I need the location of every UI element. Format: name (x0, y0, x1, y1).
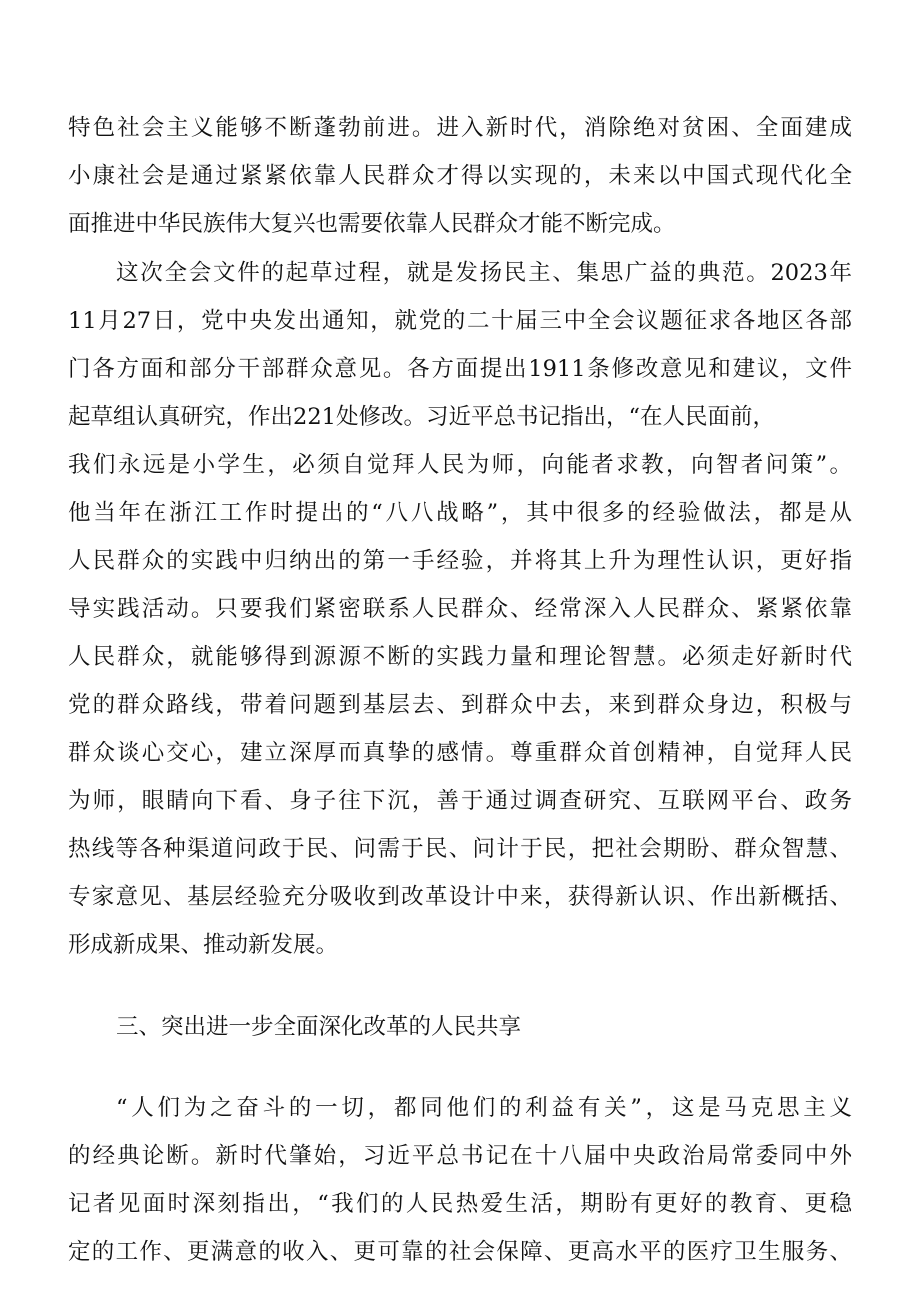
paragraph-2-line-15: 形成新成果、推动新发展。 (68, 932, 339, 958)
paragraph-3-line-2: 的经典论断。新时代肇始，习近平总书记在十八届中央政治局常委同中外 (68, 1143, 852, 1169)
paragraph-2-line-1: 这次全会文件的起草过程，就是发扬民主、集思广益的典范。2023年 (116, 260, 852, 286)
paragraph-2-line-14: 专家意见、基层经验充分吸收到改革设计中来，获得新认识、作出新概括、 (68, 884, 852, 910)
paragraph-1-line-3: 面推进中华民族伟大复兴也需要依靠人民群众才能不断完成。 (68, 211, 676, 237)
paragraph-1-line-2: 小康社会是通过紧紧依靠人民群众才得以实现的，未来以中国式现代化全 (68, 163, 852, 189)
paragraph-2-line-3: 门各方面和部分干部群众意见。各方面提出1911条修改意见和建议，文件 (68, 356, 852, 382)
paragraph-2-line-11: 群众谈心交心，建立深厚而真挚的感情。尊重群众首创精神，自觉拜人民 (68, 740, 852, 766)
paragraph-3-line-1: “人们为之奋斗的一切，都同他们的利益有关”，这是马克思主义 (116, 1095, 852, 1121)
paragraph-2-line-9: 人民群众，就能够得到源源不断的实践力量和理论智慧。必须走好新时代 (68, 644, 852, 670)
paragraph-2-line-5: 我们永远是小学生，必须自觉拜人民为师，向能者求教，向智者问策”。 (68, 452, 852, 478)
paragraph-2-line-7: 人民群众的实践中归纳出的第一手经验，并将其上升为理性认识，更好指 (68, 548, 852, 574)
paragraph-1-line-1: 特色社会主义能够不断蓬勃前进。进入新时代，消除绝对贫困、全面建成 (68, 115, 852, 141)
paragraph-2-line-4: 起草组认真研究，作出221处修改。习近平总书记指出，“在人民面前， (68, 404, 775, 430)
section-heading: 三、突出进一步全面深化改革的人民共享 (116, 1014, 522, 1040)
paragraph-2-line-8: 导实践活动。只要我们紧密联系人民群众、经常深入人民群众、紧紧依靠 (68, 596, 852, 622)
paragraph-2-line-12: 为师，眼睛向下看、身子往下沉，善于通过调查研究、互联网平台、政务 (68, 788, 852, 814)
paragraph-3-line-3: 记者见面时深刻指出，“我们的人民热爱生活，期盼有更好的教育、更稳 (68, 1191, 852, 1217)
paragraph-2-line-13: 热线等各种渠道问政于民、问需于民、问计于民，把社会期盼、群众智慧、 (68, 836, 852, 862)
paragraph-3-line-4: 定的工作、更满意的收入、更可靠的社会保障、更高水平的医疗卫生服务、 (68, 1239, 852, 1265)
paragraph-2-line-10: 党的群众路线，带着问题到基层去、到群众中去，来到群众身边，积极与 (68, 692, 852, 718)
paragraph-2-line-6: 他当年在浙江工作时提出的“八八战略”，其中很多的经验做法，都是从 (68, 500, 852, 526)
paragraph-2-line-2: 11月27日，党中央发出通知，就党的二十届三中全会议题征求各地区各部 (68, 308, 852, 334)
